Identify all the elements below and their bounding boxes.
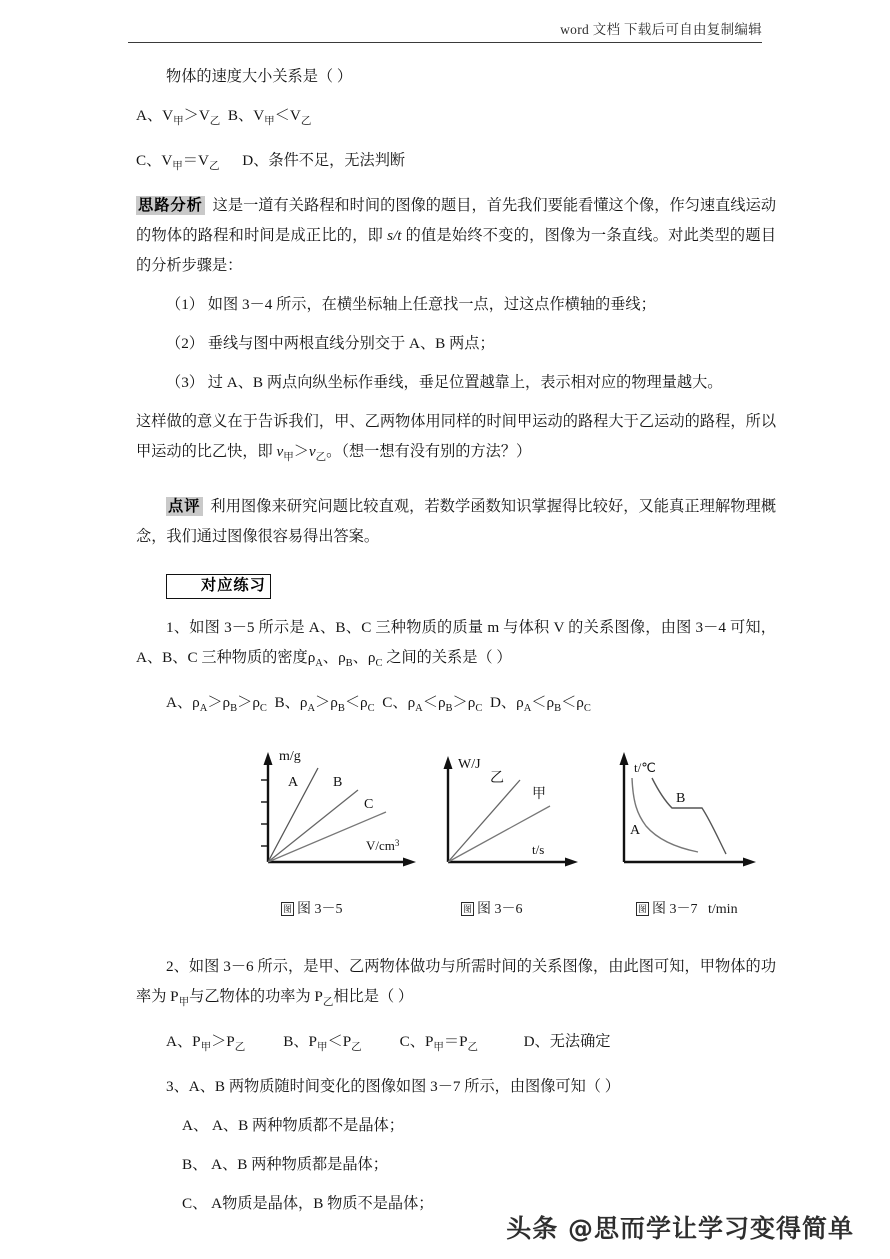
q2-stem-sub1: 甲 — [178, 997, 190, 1009]
q1-option-c-sub3: C — [475, 703, 483, 715]
q1-option-c-label: C、 — [382, 694, 408, 712]
spacer — [136, 482, 776, 492]
q2-option-a-rel: ＞ — [211, 1033, 227, 1051]
q1-option-b-sub2: B — [337, 703, 345, 715]
q1-option-a-rho1: ρ — [192, 694, 200, 712]
stem-options-line-2 — [136, 146, 776, 182]
analysis-step-1: （1） 如图 3－4 所示，在横坐标轴上任意找一点，过这点作横轴的垂线； — [166, 296, 656, 314]
analysis-conclusion-b: 。（想一想有没有别的方法？） — [326, 443, 532, 461]
analysis-paragraph — [136, 191, 776, 281]
comment-text: 利用图像来研究问题比较直观，若数学函数知识掌握得比较好，又能真正理解物理概念，我们通过图像很容易得出答案。 — [136, 498, 777, 546]
stem-opt-c-rel: ＝ — [182, 152, 198, 170]
stem-opt-b-label: B、 — [227, 107, 254, 124]
q1-option-b-rel1: ＞ — [315, 694, 331, 712]
curve-B — [652, 778, 726, 854]
header-divider — [128, 42, 762, 43]
q2-option-c-p2: P — [459, 1033, 468, 1051]
x-axis-label: $V/cm^3$ — [366, 838, 400, 854]
stem-opt-b-v1: V — [253, 107, 265, 124]
q1-option-d-sub1: A — [523, 703, 532, 715]
series-label-C: C — [364, 797, 374, 813]
q1-option-c-rel1: ＜ — [422, 694, 438, 712]
figure-captions — [136, 898, 776, 924]
q1-stem-sub-b: B — [345, 658, 353, 670]
stem-opt-c-label: C、 — [136, 152, 162, 170]
q1-option-b-label: B、 — [274, 694, 300, 712]
q1-stem — [136, 613, 776, 679]
analysis-conclusion-sub1: 甲 — [283, 452, 294, 464]
q3-option-b: B、 A、B 两种物质都是晶体； — [182, 1156, 388, 1174]
figure-3-6-svg — [428, 740, 613, 872]
q1-stem-a: 1、如图 3－5 所示是 A、B、C 三种物质的质量 m 与体积 V 的关系图像，由图 3－4 可知，A、B、C 三种物质的密度ρ — [136, 619, 776, 667]
y-axis-arrow — [264, 752, 273, 765]
q1-stem-sub-c: C — [375, 658, 383, 670]
caption-3-6-text: 图 3－6 — [477, 902, 523, 918]
q2-option-b-sub1: 甲 — [317, 1042, 328, 1054]
q1-options — [136, 688, 776, 724]
curve-label-A: A — [630, 823, 641, 839]
q2-stem-b: 与乙物体的功率为 P — [189, 988, 323, 1006]
q1-option-a — [166, 694, 267, 715]
spacer — [136, 938, 776, 952]
comment-paragraph — [136, 492, 776, 552]
y-axis-arrow — [444, 756, 453, 769]
figure-3-6 — [428, 740, 613, 872]
stem-opt-c-v1: V — [161, 152, 173, 170]
q1-option-a-sub1: A — [199, 703, 208, 715]
q2-options — [136, 1027, 776, 1063]
q1-option-c-rho2: ρ — [437, 694, 446, 712]
stem-opt-a-sub2: 乙 — [209, 116, 221, 128]
series-line-B — [268, 790, 358, 862]
stem-opt-d-text: 条件不足，无法判断 — [268, 152, 406, 170]
curve-A — [632, 778, 698, 852]
series-label-A: A — [288, 775, 299, 791]
curve-label-B: B — [676, 791, 686, 807]
stem-opt-a-sub1: 甲 — [173, 116, 184, 128]
question-stem-prompt: 物体的速度大小关系是（ ） — [166, 68, 353, 85]
page-header-note: word 文档 下载后可自由复制编辑 — [560, 22, 762, 37]
q2-option-a-sub1: 甲 — [200, 1042, 212, 1054]
q2-option-b-rel: ＜ — [327, 1033, 343, 1051]
q1-option-c-sub2: B — [445, 703, 453, 715]
stem-opt-d-label: D、 — [242, 152, 269, 170]
stem-opt-b-rel: ＜ — [274, 107, 290, 124]
spacer — [136, 561, 776, 571]
q1-option-a-rel2: ＞ — [237, 694, 253, 712]
q2-option-b-p2: P — [342, 1033, 352, 1051]
stem-opt-a-v2: V — [198, 107, 210, 124]
x-axis-arrow — [743, 858, 756, 867]
q1-option-d — [489, 694, 591, 715]
q1-option-b-rho2: ρ — [330, 694, 338, 712]
q1-option-d-sub2: B — [554, 703, 562, 715]
stem-opt-b-sub1: 甲 — [264, 116, 275, 128]
spacer — [136, 603, 776, 613]
caption-3-7-xlabel: t/min — [708, 902, 738, 918]
q1-option-c-rho3: ρ — [467, 694, 476, 712]
analysis-conclusion-v2: v — [308, 443, 316, 461]
q2-option-c-rel: ＝ — [443, 1033, 460, 1051]
q1-stem-b: 、ρ — [322, 649, 346, 667]
q2-option-c-sub2: 乙 — [467, 1042, 479, 1054]
analysis-text-b: 的值是始终不变的，图像为一条直线。对此类型的题目的分析步骤是： — [136, 227, 777, 275]
q1-option-c — [382, 694, 483, 715]
q2-option-a-p1: P — [192, 1033, 201, 1051]
y-axis-label: W/J — [458, 757, 481, 773]
series-label-jia: 甲 — [532, 786, 546, 803]
tu-char-icon: 图 — [283, 904, 293, 915]
q1-option-d-label: D、 — [489, 694, 517, 712]
q1-stem-sub-a: A — [315, 658, 323, 670]
exercises-heading: 对应练习 — [166, 574, 271, 599]
q2-option-b-p1: P — [308, 1033, 317, 1051]
caption-3-5 — [281, 898, 343, 918]
analysis-conclusion-sub2: 乙 — [315, 452, 327, 464]
figure-3-5 — [246, 740, 436, 872]
series-line-C — [268, 812, 386, 862]
q1-option-d-rho2: ρ — [546, 694, 555, 712]
series-label-yi: 乙 — [490, 770, 504, 787]
analysis-step-2: （2） 垂线与图中两根直线分别交于 A、B 两点； — [166, 335, 495, 353]
q1-option-d-rel1: ＜ — [531, 694, 547, 712]
q2-stem-c: 相比是（ ） — [333, 988, 414, 1006]
q1-option-a-sub3: C — [259, 703, 267, 715]
stem-opt-c-v2: V — [197, 152, 209, 170]
q1-option-a-label: A、 — [166, 694, 193, 712]
q1-option-d-rho1: ρ — [516, 694, 524, 712]
q3-option-a: A、 A、B 两种物质都不是晶体； — [182, 1117, 404, 1135]
q1-option-b — [274, 694, 375, 715]
q1-option-b-rho1: ρ — [299, 694, 308, 712]
q2-option-c-p1: P — [424, 1033, 434, 1051]
comment-heading: 点评 — [168, 498, 201, 516]
stem-options-line-1 — [136, 101, 776, 137]
q2-option-b — [283, 1033, 362, 1054]
figure-3-7 — [606, 740, 781, 872]
analysis-formula-st: s/t — [387, 227, 402, 245]
q1-option-a-rho3: ρ — [252, 694, 260, 712]
q2-option-d: D、无法确定 — [523, 1033, 611, 1051]
q1-option-a-rho2: ρ — [222, 694, 231, 712]
caption-3-7-text: 图 3－7 — [652, 902, 698, 918]
exercises-heading-row — [136, 571, 776, 601]
tu-char-icon: 图 — [463, 904, 473, 915]
figure-group — [136, 740, 776, 890]
q2-option-b-sub2: 乙 — [351, 1042, 362, 1054]
x-axis-arrow — [403, 858, 416, 867]
q2-stem — [136, 952, 776, 1018]
stem-opt-a-label: A、 — [136, 107, 163, 124]
q1-option-b-sub1: A — [307, 703, 316, 715]
q1-option-b-sub3: C — [367, 703, 375, 715]
q1-option-b-rho3: ρ — [360, 694, 368, 712]
q1-stem-d: 之间的关系是（ ） — [382, 649, 512, 667]
q2-stem-sub2: 乙 — [322, 997, 334, 1009]
q2-option-c-label: C、 — [399, 1033, 425, 1051]
q2-option-a-sub2: 乙 — [234, 1042, 246, 1054]
q3-option-c: C、 A物质是晶体，B 物质不是晶体； — [182, 1195, 434, 1213]
q2-option-a-label: A、 — [166, 1033, 193, 1051]
analysis-conclusion-a: 这样做的意义在于告诉我们，甲、乙两物体用同样的时间甲运动的路程大于乙运动的路程，所以甲运动的比乙快，即 — [136, 413, 776, 461]
caption-3-6 — [461, 898, 523, 918]
stem-opt-c-sub1: 甲 — [172, 161, 183, 173]
analysis-heading: 思路分析 — [138, 197, 203, 215]
document-body — [136, 62, 776, 1228]
spacer — [136, 924, 776, 938]
q1-stem-c: 、ρ — [352, 649, 376, 667]
stem-opt-a-rel: ＞ — [183, 107, 199, 124]
q1-option-b-rel2: ＜ — [344, 694, 361, 712]
analysis-conclusion-rel: ＞ — [293, 443, 309, 461]
q1-option-a-sub2: B — [230, 703, 238, 715]
stem-opt-c-sub2: 乙 — [208, 161, 220, 173]
y-axis-arrow — [620, 752, 629, 765]
q2-option-a-p2: P — [226, 1033, 235, 1051]
figure-3-7-svg — [606, 740, 781, 872]
tu-char-icon: 图 — [638, 904, 648, 915]
q2-stem-a: 2、如图 3－6 所示，是甲、乙两物体做功与所需时间的关系图像，由此图可知，甲物体的功率为 P — [136, 958, 776, 1006]
caption-3-5-text: 图 3－5 — [297, 902, 343, 918]
y-axis-label: t/℃ — [634, 760, 656, 776]
analysis-conclusion-v1: v — [276, 443, 284, 461]
q3-stem: 3、A、B 两物质随时间变化的图像如图 3－7 所示，由图像可知（ ） — [166, 1078, 620, 1096]
q1-option-c-rel2: ＞ — [452, 694, 468, 712]
q1-option-c-sub1: A — [415, 703, 423, 715]
caption-3-7 — [636, 898, 738, 918]
stem-opt-a-v1: V — [162, 107, 174, 124]
q1-option-d-rel2: ＜ — [561, 694, 577, 712]
q2-option-c — [399, 1033, 479, 1054]
series-line-yi — [448, 780, 520, 862]
x-axis-arrow — [565, 858, 578, 867]
footer-watermark: 头条 @思而学让学习变得简单 — [506, 1214, 854, 1243]
x-axis-label: t/s — [532, 842, 545, 858]
q1-option-d-sub3: C — [583, 703, 591, 715]
q1-option-d-rho3: ρ — [576, 694, 584, 712]
analysis-step-3: （3） 过 A、B 两点向纵坐标作垂线，垂足位置越靠上，表示相对应的物理量越大。 — [166, 374, 723, 392]
analysis-text-a: 这是一道有关路程和时间的图像的题目，首先我们要能看懂这个像，作匀速直线运动的物体的路程和时间是成正比的，即 — [136, 197, 777, 245]
analysis-conclusion — [136, 407, 776, 473]
q2-option-b-label: B、 — [283, 1033, 309, 1051]
q1-option-c-rho1: ρ — [407, 694, 416, 712]
q2-option-a — [166, 1033, 246, 1054]
y-axis-label: m/g — [279, 749, 301, 765]
stem-opt-b-sub2: 乙 — [300, 116, 312, 128]
figure-3-5-svg — [246, 740, 436, 872]
q1-option-a-rel1: ＞ — [207, 694, 223, 712]
series-label-B: B — [333, 775, 343, 791]
stem-opt-b-v2: V — [289, 107, 301, 124]
q2-option-c-sub1: 甲 — [433, 1042, 444, 1054]
